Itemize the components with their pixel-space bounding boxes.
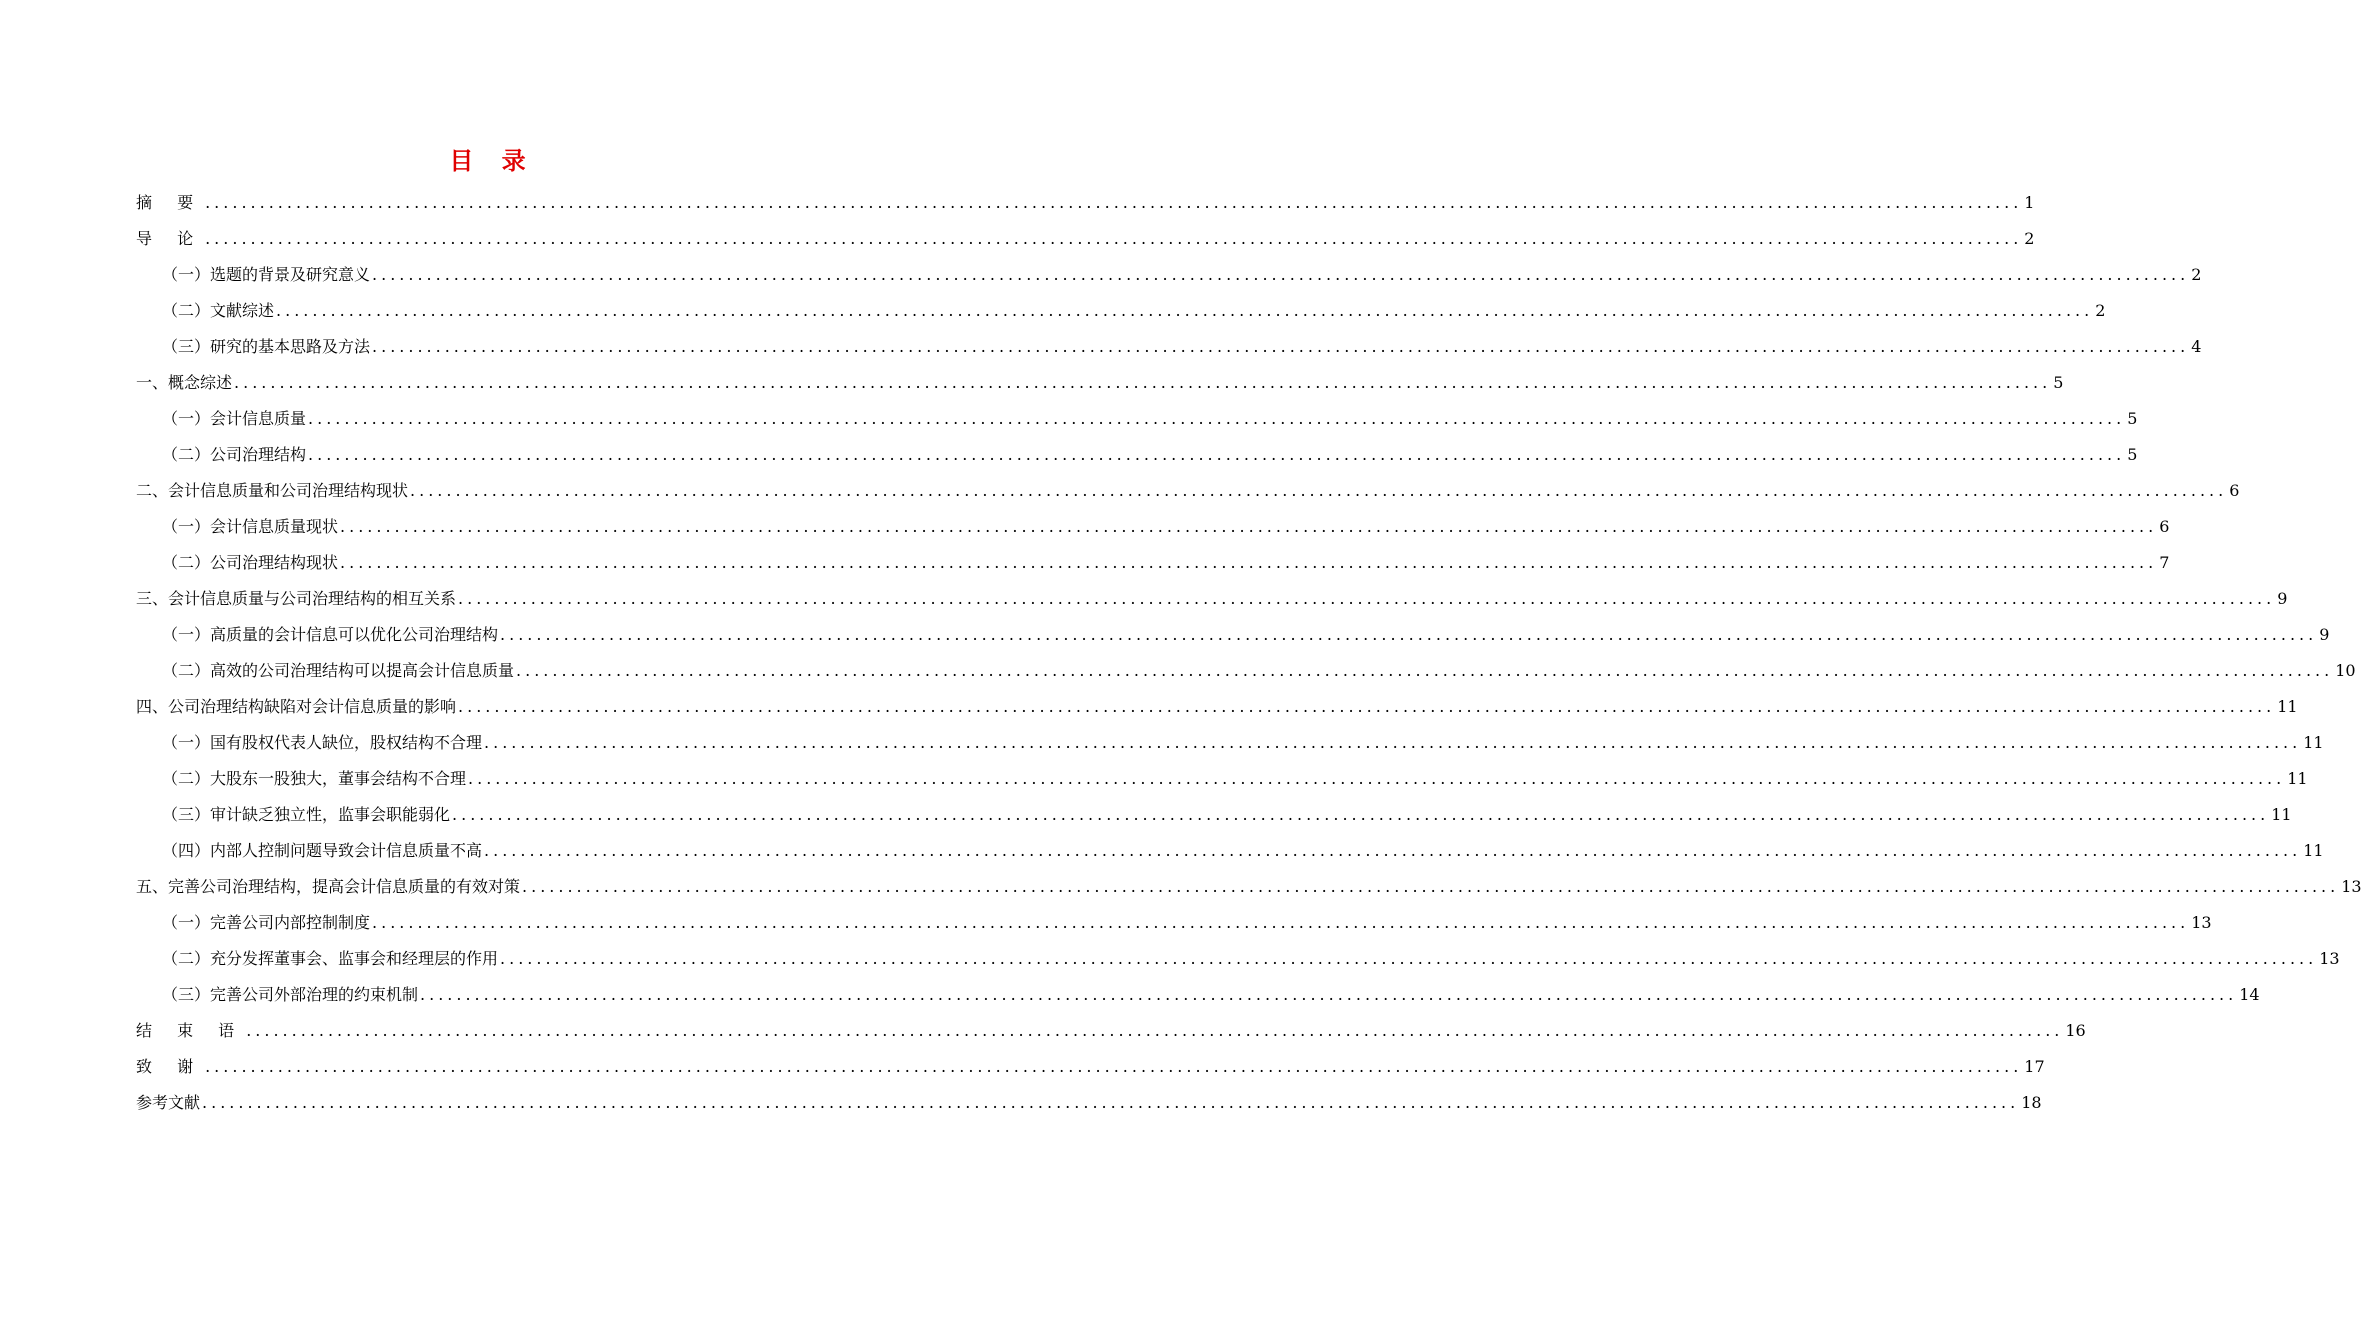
toc-page-number: 11 [2303,733,2324,752]
toc-list [136,178,2362,1114]
toc-entry[interactable] [136,970,2260,1006]
toc-entry-label: 摘 要 [136,193,204,212]
toc-entry[interactable] [136,646,2356,682]
toc-page-number: 14 [2239,985,2260,1004]
toc-page-number: 2 [2095,301,2106,320]
toc-page-number: 16 [2065,1021,2086,1040]
toc-entry-label: 一、概念综述 [136,373,233,392]
toc-dot-leader: ........................................................................................................................................................................................................ [246,1021,2064,1040]
toc-entry-label: 二、会计信息质量和公司治理结构现状 [136,481,409,500]
toc-entry[interactable] [136,430,2138,466]
toc-entry[interactable] [136,898,2212,934]
toc-entry[interactable] [136,934,2340,970]
toc-entry[interactable] [136,322,2202,358]
toc-dot-leader: ........................................................................................................................................................................................................ [458,589,2276,608]
toc-entry[interactable] [136,466,2240,502]
toc-entry[interactable] [136,394,2138,430]
toc-page-number: 5 [2053,373,2064,392]
toc-dot-leader: ........................................................................................................................................................................................................ [205,1057,2023,1076]
toc-entry-label: 五、完善公司治理结构，提高会计信息质量的有效对策 [136,877,521,896]
toc-dot-leader: ........................................................................................................................................................................................................ [410,481,2228,500]
toc-dot-leader: ........................................................................................................................................................................................................ [276,301,2094,320]
toc-entry-label: （一）高质量的会计信息可以优化公司治理结构 [162,625,499,644]
toc-page-number: 13 [2191,913,2212,932]
toc-entry[interactable] [136,1006,2086,1042]
toc-page-number: 13 [2341,877,2362,896]
toc-page-number: 13 [2319,949,2340,968]
toc-entry-label: （二）大股东一股独大，董事会结构不合理 [162,769,467,788]
toc-dot-leader: ........................................................................................................................................................................................................ [500,625,2318,644]
toc-entry-label: （三）完善公司外部治理的约束机制 [162,985,419,1004]
toc-page-number: 2 [2024,229,2035,248]
toc-entry[interactable] [136,502,2170,538]
toc-entry-label: （一）会计信息质量现状 [162,517,339,536]
toc-page-number: 11 [2303,841,2324,860]
toc-entry[interactable] [136,862,2362,898]
toc-entry-label: （一）会计信息质量 [162,409,307,428]
toc-page-number: 1 [2024,193,2035,212]
toc-entry-label: 三、会计信息质量与公司治理结构的相互关系 [136,589,457,608]
toc-page-number: 9 [2277,589,2288,608]
toc-dot-leader: ........................................................................................................................................................................................................ [452,805,2270,824]
toc-entry[interactable] [136,538,2170,574]
toc-dot-leader: ........................................................................................................................................................................................................ [340,517,2158,536]
toc-dot-leader: ........................................................................................................................................................................................................ [484,733,2302,752]
toc-page-number: 9 [2319,625,2330,644]
toc-dot-leader: ........................................................................................................................................................................................................ [522,877,2340,896]
toc-page-number: 2 [2191,265,2202,284]
toc-page-number: 4 [2191,337,2202,356]
toc-entry-label: （二）公司治理结构 [162,445,307,464]
toc-dot-leader: ........................................................................................................................................................................................................ [308,445,2126,464]
toc-entry[interactable] [136,1042,2045,1078]
toc-dot-leader: ........................................................................................................................................................................................................ [202,1093,2020,1112]
toc-page-number: 17 [2024,1057,2045,1076]
toc-dot-leader: ........................................................................................................................................................................................................ [205,229,2023,248]
toc-entry-label: （一）国有股权代表人缺位，股权结构不合理 [162,733,483,752]
toc-page-number: 10 [2335,661,2356,680]
toc-entry-label: 导 论 [136,229,204,248]
toc-entry[interactable] [136,250,2202,286]
toc-page-number: 6 [2159,517,2170,536]
toc-dot-leader: ........................................................................................................................................................................................................ [372,265,2190,284]
toc-entry-label: （三）审计缺乏独立性，监事会职能弱化 [162,805,451,824]
toc-entry-label: 四、公司治理结构缺陷对会计信息质量的影响 [136,697,457,716]
toc-dot-leader: ........................................................................................................................................................................................................ [372,337,2190,356]
toc-entry-label: （二）文献综述 [162,301,275,320]
toc-dot-leader: ........................................................................................................................................................................................................ [205,193,2023,212]
toc-page-number: 11 [2287,769,2308,788]
toc-entry-label: （四）内部人控制问题导致会计信息质量不高 [162,841,483,860]
toc-entry[interactable] [136,790,2292,826]
toc-dot-leader: ........................................................................................................................................................................................................ [500,949,2318,968]
toc-dot-leader: ........................................................................................................................................................................................................ [484,841,2302,860]
toc-entry[interactable] [136,682,2298,718]
toc-entry-label: （二）公司治理结构现状 [162,553,339,572]
toc-entry[interactable] [136,178,2035,214]
toc-entry-label: 结 束 语 [136,1021,245,1040]
toc-dot-leader: ........................................................................................................................................................................................................ [234,373,2052,392]
toc-entry[interactable] [136,754,2308,790]
toc-entry[interactable] [136,358,2064,394]
toc-dot-leader: ........................................................................................................................................................................................................ [308,409,2126,428]
toc-entry[interactable] [136,610,2330,646]
toc-page-number: 18 [2021,1093,2042,1112]
toc-page-number: 5 [2127,445,2138,464]
toc-dot-leader: ........................................................................................................................................................................................................ [420,985,2238,1004]
toc-dot-leader: ........................................................................................................................................................................................................ [340,553,2158,572]
toc-dot-leader: ........................................................................................................................................................................................................ [516,661,2334,680]
toc-page-number: 6 [2229,481,2240,500]
toc-entry-label: （三）研究的基本思路及方法 [162,337,371,356]
toc-entry-label: （一）选题的背景及研究意义 [162,265,371,284]
toc-entry-label: （二）高效的公司治理结构可以提高会计信息质量 [162,661,515,680]
toc-entry[interactable] [136,826,2324,862]
toc-entry-label: 致 谢 [136,1057,204,1076]
toc-entry-label: （二）充分发挥董事会、监事会和经理层的作用 [162,949,499,968]
toc-dot-leader: ........................................................................................................................................................................................................ [468,769,2286,788]
toc-entry[interactable] [136,214,2035,250]
toc-entry[interactable] [136,574,2288,610]
toc-page-number: 11 [2271,805,2292,824]
toc-page-number: 11 [2277,697,2298,716]
toc-page-number: 7 [2159,553,2170,572]
toc-entry[interactable] [136,1078,2042,1114]
toc-dot-leader: ........................................................................................................................................................................................................ [372,913,2190,932]
toc-entry[interactable] [136,718,2324,754]
toc-entry-label: （一）完善公司内部控制制度 [162,913,371,932]
toc-entry-label: 参考文献 [136,1093,201,1112]
toc-entry[interactable] [136,286,2106,322]
toc-dot-leader: ........................................................................................................................................................................................................ [458,697,2276,716]
toc-title: 目 录 [449,147,536,175]
toc-page-number: 5 [2127,409,2138,428]
